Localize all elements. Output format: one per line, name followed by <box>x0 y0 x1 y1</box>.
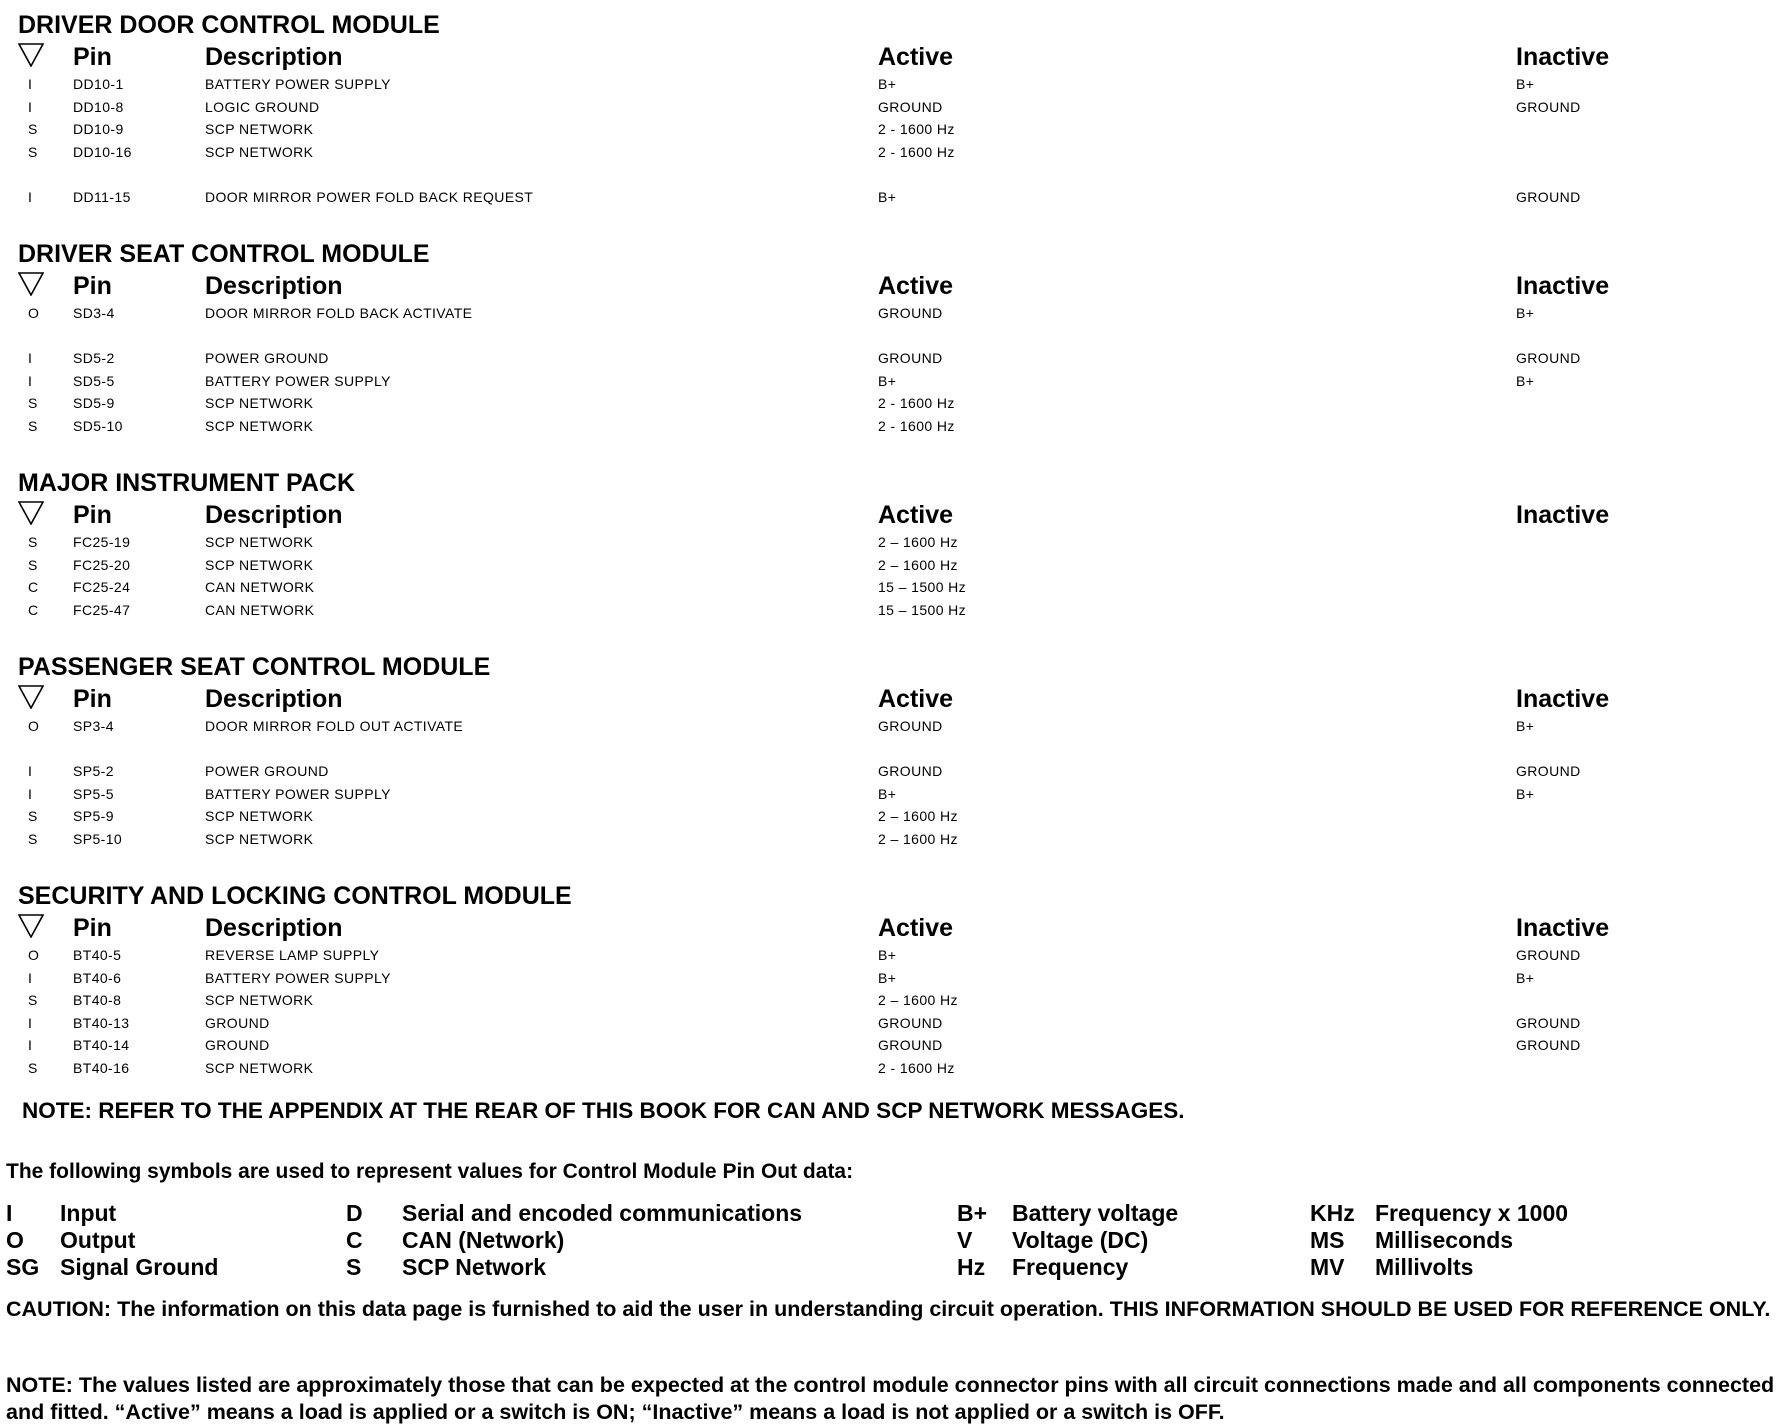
pin-row <box>18 186 1778 209</box>
pin-type-code: C <box>28 579 39 596</box>
active-value: GROUND <box>878 1037 943 1054</box>
pin-type-code: I <box>28 969 33 986</box>
pin-id: SP5-10 <box>73 830 123 847</box>
pin-type-code: C <box>28 601 39 618</box>
pin-description: SCP NETWORK <box>205 395 314 412</box>
module-major-instrument-pack <box>18 468 1778 621</box>
pin-type-code: S <box>28 1059 38 1076</box>
triangle-symbol-icon <box>18 272 44 296</box>
pin-id: BT40-5 <box>73 947 122 963</box>
pin-type-code: O <box>28 305 40 321</box>
triangle-symbol-icon <box>18 685 44 709</box>
active-value: B+ <box>878 947 897 963</box>
pin-type-code: S <box>28 534 38 550</box>
module-passenger-seat <box>18 652 1778 851</box>
pin-description: SCP NETWORK <box>205 143 314 160</box>
pin-row <box>18 302 1778 325</box>
pin-description: SCP NETWORK <box>205 121 314 138</box>
header-description: Description <box>205 914 343 942</box>
pin-row <box>18 715 1778 738</box>
legend-symbol: MS <box>1310 1227 1345 1253</box>
pin-type-code: S <box>28 417 38 434</box>
pin-row <box>18 96 1778 119</box>
header-description: Description <box>205 43 343 71</box>
active-value: B+ <box>878 969 897 986</box>
legend-intro: The following symbols are used to represent values for Control Module Pin Out data: <box>6 1160 854 1183</box>
pin-type-code: I <box>28 188 33 205</box>
legend-text: Voltage (DC) <box>1012 1227 1149 1253</box>
active-value: 2 – 1600 Hz <box>878 808 958 825</box>
header-pin: Pin <box>73 272 112 300</box>
pin-id: SP5-2 <box>73 763 114 780</box>
pin-type-code: O <box>28 947 40 963</box>
inactive-value: B+ <box>1516 718 1535 734</box>
pin-type-code: S <box>28 143 38 160</box>
legend-symbol: B+ <box>957 1200 988 1226</box>
pin-id: BT40-8 <box>73 992 122 1009</box>
active-value: 2 - 1600 Hz <box>878 417 955 434</box>
active-value: 15 – 1500 Hz <box>878 579 967 596</box>
inactive-value: B+ <box>1516 305 1535 321</box>
inactive-value: B+ <box>1516 76 1535 92</box>
pin-description: SCP NETWORK <box>205 534 314 550</box>
pin-id: SD5-10 <box>73 417 123 434</box>
values-note: NOTE: The values listed are approximately those that can be expected at the control module connector pins with all circuit connections made and all components connected and fitted. “Active” means a load is applied or a switch is ON; “Inactive” means a load is not applied or a switch is OFF. <box>6 1373 1775 1424</box>
pin-type-code: S <box>28 395 38 412</box>
active-value: GROUND <box>878 305 943 321</box>
pin-row <box>18 1057 1778 1080</box>
header-pin: Pin <box>73 685 112 713</box>
pin-description: SCP NETWORK <box>205 417 314 434</box>
header-description: Description <box>205 501 343 529</box>
pin-id: SD3-4 <box>73 305 115 321</box>
header-pin: Pin <box>73 43 112 71</box>
pin-description: SCP NETWORK <box>205 556 314 573</box>
pin-description: CAN NETWORK <box>205 579 315 596</box>
module-driver-door <box>18 10 1778 209</box>
pin-description: POWER GROUND <box>205 350 329 367</box>
header-description: Description <box>205 272 343 300</box>
pin-id: SD5-5 <box>73 372 115 389</box>
pin-description: GROUND <box>205 1037 270 1054</box>
inactive-value: GROUND <box>1516 1014 1581 1031</box>
column-header <box>18 682 1778 715</box>
header-inactive: Inactive <box>1516 43 1610 71</box>
pin-row <box>18 415 1778 438</box>
pin-type-code: O <box>28 718 40 734</box>
pin-id: BT40-16 <box>73 1059 130 1076</box>
inactive-value: B+ <box>1516 969 1535 986</box>
legend-text: Milliseconds <box>1375 1227 1514 1253</box>
pin-id: SP5-9 <box>73 808 114 825</box>
active-value: 2 – 1600 Hz <box>878 556 958 573</box>
pin-description: SCP NETWORK <box>205 992 314 1009</box>
pin-description: DOOR MIRROR FOLD BACK ACTIVATE <box>205 305 473 321</box>
pin-row <box>18 805 1778 828</box>
pin-id: DD11-15 <box>73 188 131 205</box>
active-value: 2 – 1600 Hz <box>878 992 958 1009</box>
pin-row <box>18 141 1778 164</box>
legend-symbol: S <box>346 1254 362 1280</box>
legend-symbol: Hz <box>957 1254 986 1280</box>
legend-symbol: D <box>346 1200 363 1226</box>
legend-text: Input <box>60 1200 117 1226</box>
pin-type-code: I <box>28 98 33 115</box>
pin-description: POWER GROUND <box>205 763 329 780</box>
header-pin: Pin <box>73 914 112 942</box>
legend-symbol: MV <box>1310 1254 1345 1280</box>
pin-id: DD10-16 <box>73 143 132 160</box>
pin-id: DD10-9 <box>73 121 124 138</box>
column-header <box>18 911 1778 944</box>
inactive-value: GROUND <box>1516 350 1581 367</box>
pin-description: SCP NETWORK <box>205 808 314 825</box>
pin-description: SCP NETWORK <box>205 830 314 847</box>
triangle-symbol-icon <box>18 914 44 938</box>
inactive-value: GROUND <box>1516 98 1581 115</box>
active-value: GROUND <box>878 1014 943 1031</box>
inactive-value: GROUND <box>1516 188 1581 205</box>
module-security-locking <box>18 881 1778 1080</box>
inactive-value: GROUND <box>1516 763 1581 780</box>
pin-id: SP3-4 <box>73 718 114 734</box>
column-header <box>18 40 1778 73</box>
pin-description: REVERSE LAMP SUPPLY <box>205 947 380 963</box>
pin-row <box>18 73 1778 96</box>
legend-text: Battery voltage <box>1012 1200 1179 1226</box>
header-active: Active <box>878 914 954 942</box>
active-value: 2 – 1600 Hz <box>878 830 958 847</box>
pin-row <box>18 576 1778 599</box>
pin-rows <box>18 73 1778 209</box>
header-inactive: Inactive <box>1516 272 1610 300</box>
legend-symbol: O <box>6 1227 24 1253</box>
pin-row <box>18 1012 1778 1035</box>
legend-symbol: V <box>957 1227 973 1253</box>
pin-type-code: I <box>28 1014 33 1031</box>
active-value: B+ <box>878 785 897 802</box>
pin-rows <box>18 715 1778 851</box>
caution-text: CAUTION: The information on this data page is furnished to aid the user in understanding circuit operation. THIS INFORMATION SHOULD BE USED FOR REFERENCE ONLY. <box>6 1297 1771 1321</box>
legend-text: Frequency x 1000 <box>1375 1200 1569 1226</box>
module-title: PASSENGER SEAT CONTROL MODULE <box>18 653 491 681</box>
header-inactive: Inactive <box>1516 685 1610 713</box>
pin-id: DD10-8 <box>73 98 124 115</box>
pin-id: DD10-1 <box>73 76 124 92</box>
appendix-note: NOTE: REFER TO THE APPENDIX AT THE REAR OF THIS BOOK FOR CAN AND SCP NETWORK MESSAGES. <box>22 1098 1185 1123</box>
header-description: Description <box>205 685 343 713</box>
pin-id: FC25-24 <box>73 579 131 596</box>
pin-description: LOGIC GROUND <box>205 98 320 115</box>
legend-symbol: C <box>346 1227 363 1253</box>
pin-row <box>18 1034 1778 1057</box>
pin-description: DOOR MIRROR POWER FOLD BACK REQUEST <box>205 188 534 205</box>
pin-id: FC25-20 <box>73 556 131 573</box>
pin-type-code: I <box>28 76 33 92</box>
pin-description: CAN NETWORK <box>205 601 315 618</box>
pin-description: SCP NETWORK <box>205 1059 314 1076</box>
pin-row <box>18 783 1778 806</box>
pin-id: BT40-14 <box>73 1037 130 1054</box>
pin-id: SD5-9 <box>73 395 115 412</box>
pin-type-code: S <box>28 121 38 138</box>
pin-row <box>18 989 1778 1012</box>
pin-type-code: S <box>28 830 38 847</box>
pin-id: SP5-5 <box>73 785 114 802</box>
legend-text: Frequency <box>1012 1254 1129 1280</box>
pin-type-code: I <box>28 1037 33 1054</box>
pin-id: FC25-47 <box>73 601 131 618</box>
header-active: Active <box>878 501 954 529</box>
header-active: Active <box>878 43 954 71</box>
triangle-symbol-icon <box>18 501 44 525</box>
pin-id: FC25-19 <box>73 534 131 550</box>
pin-rows <box>18 531 1778 621</box>
pin-row <box>18 599 1778 622</box>
pin-id: BT40-13 <box>73 1014 130 1031</box>
pin-row <box>18 967 1778 990</box>
module-driver-seat <box>18 239 1778 438</box>
legend-text: Millivolts <box>1375 1254 1474 1280</box>
active-value: GROUND <box>878 98 943 115</box>
pin-type-code: I <box>28 785 33 802</box>
pin-rows <box>18 302 1778 438</box>
active-value: 2 - 1600 Hz <box>878 143 955 160</box>
pin-description: BATTERY POWER SUPPLY <box>205 372 391 389</box>
legend-text: Signal Ground <box>60 1254 219 1280</box>
inactive-value: B+ <box>1516 785 1535 802</box>
pin-row <box>18 554 1778 577</box>
triangle-symbol-icon <box>18 43 44 67</box>
pin-type-code: S <box>28 556 38 573</box>
pin-row <box>18 531 1778 554</box>
legend-symbol: SG <box>6 1254 40 1280</box>
pin-row <box>18 760 1778 783</box>
pin-type-code: S <box>28 992 38 1009</box>
header-inactive: Inactive <box>1516 501 1610 529</box>
module-title: SECURITY AND LOCKING CONTROL MODULE <box>18 882 572 910</box>
pin-row <box>18 828 1778 851</box>
legend-symbol: KHz <box>1310 1200 1355 1226</box>
header-pin: Pin <box>73 501 112 529</box>
pin-description: GROUND <box>205 1014 270 1031</box>
active-value: GROUND <box>878 350 943 367</box>
legend-text: CAN (Network) <box>402 1227 565 1253</box>
pin-row <box>18 118 1778 141</box>
pin-description: BATTERY POWER SUPPLY <box>205 969 391 986</box>
column-header <box>18 498 1778 531</box>
module-title: MAJOR INSTRUMENT PACK <box>18 469 356 497</box>
active-value: 2 - 1600 Hz <box>878 1059 955 1076</box>
module-title: DRIVER DOOR CONTROL MODULE <box>18 11 440 39</box>
header-active: Active <box>878 272 954 300</box>
pin-description: BATTERY POWER SUPPLY <box>205 785 391 802</box>
pin-row <box>18 370 1778 393</box>
pin-row <box>18 392 1778 415</box>
active-value: 2 – 1600 Hz <box>878 534 958 550</box>
active-value: 2 - 1600 Hz <box>878 395 955 412</box>
column-header <box>18 269 1778 302</box>
module-title: DRIVER SEAT CONTROL MODULE <box>18 240 430 268</box>
header-inactive: Inactive <box>1516 914 1610 942</box>
legend-symbol: I <box>6 1200 13 1226</box>
inactive-value: GROUND <box>1516 1037 1581 1054</box>
legend-text: SCP Network <box>402 1254 547 1280</box>
active-value: 2 - 1600 Hz <box>878 121 955 138</box>
pin-row <box>18 347 1778 370</box>
pin-id: BT40-6 <box>73 969 122 986</box>
active-value: B+ <box>878 188 897 205</box>
active-value: B+ <box>878 76 897 92</box>
pin-description: BATTERY POWER SUPPLY <box>205 76 391 92</box>
pin-id: SD5-2 <box>73 350 115 367</box>
pin-type-code: I <box>28 350 33 367</box>
active-value: 15 – 1500 Hz <box>878 601 967 618</box>
inactive-value: B+ <box>1516 372 1535 389</box>
active-value: GROUND <box>878 718 943 734</box>
pin-row <box>18 944 1778 967</box>
legend-text: Serial and encoded communications <box>402 1200 803 1226</box>
pin-description: DOOR MIRROR FOLD OUT ACTIVATE <box>205 718 464 734</box>
pin-type-code: S <box>28 808 38 825</box>
active-value: B+ <box>878 372 897 389</box>
pin-type-code: I <box>28 372 33 389</box>
pin-type-code: I <box>28 763 33 780</box>
legend-text: Output <box>60 1227 136 1253</box>
header-active: Active <box>878 685 954 713</box>
pin-rows <box>18 944 1778 1080</box>
inactive-value: GROUND <box>1516 947 1581 963</box>
active-value: GROUND <box>878 763 943 780</box>
